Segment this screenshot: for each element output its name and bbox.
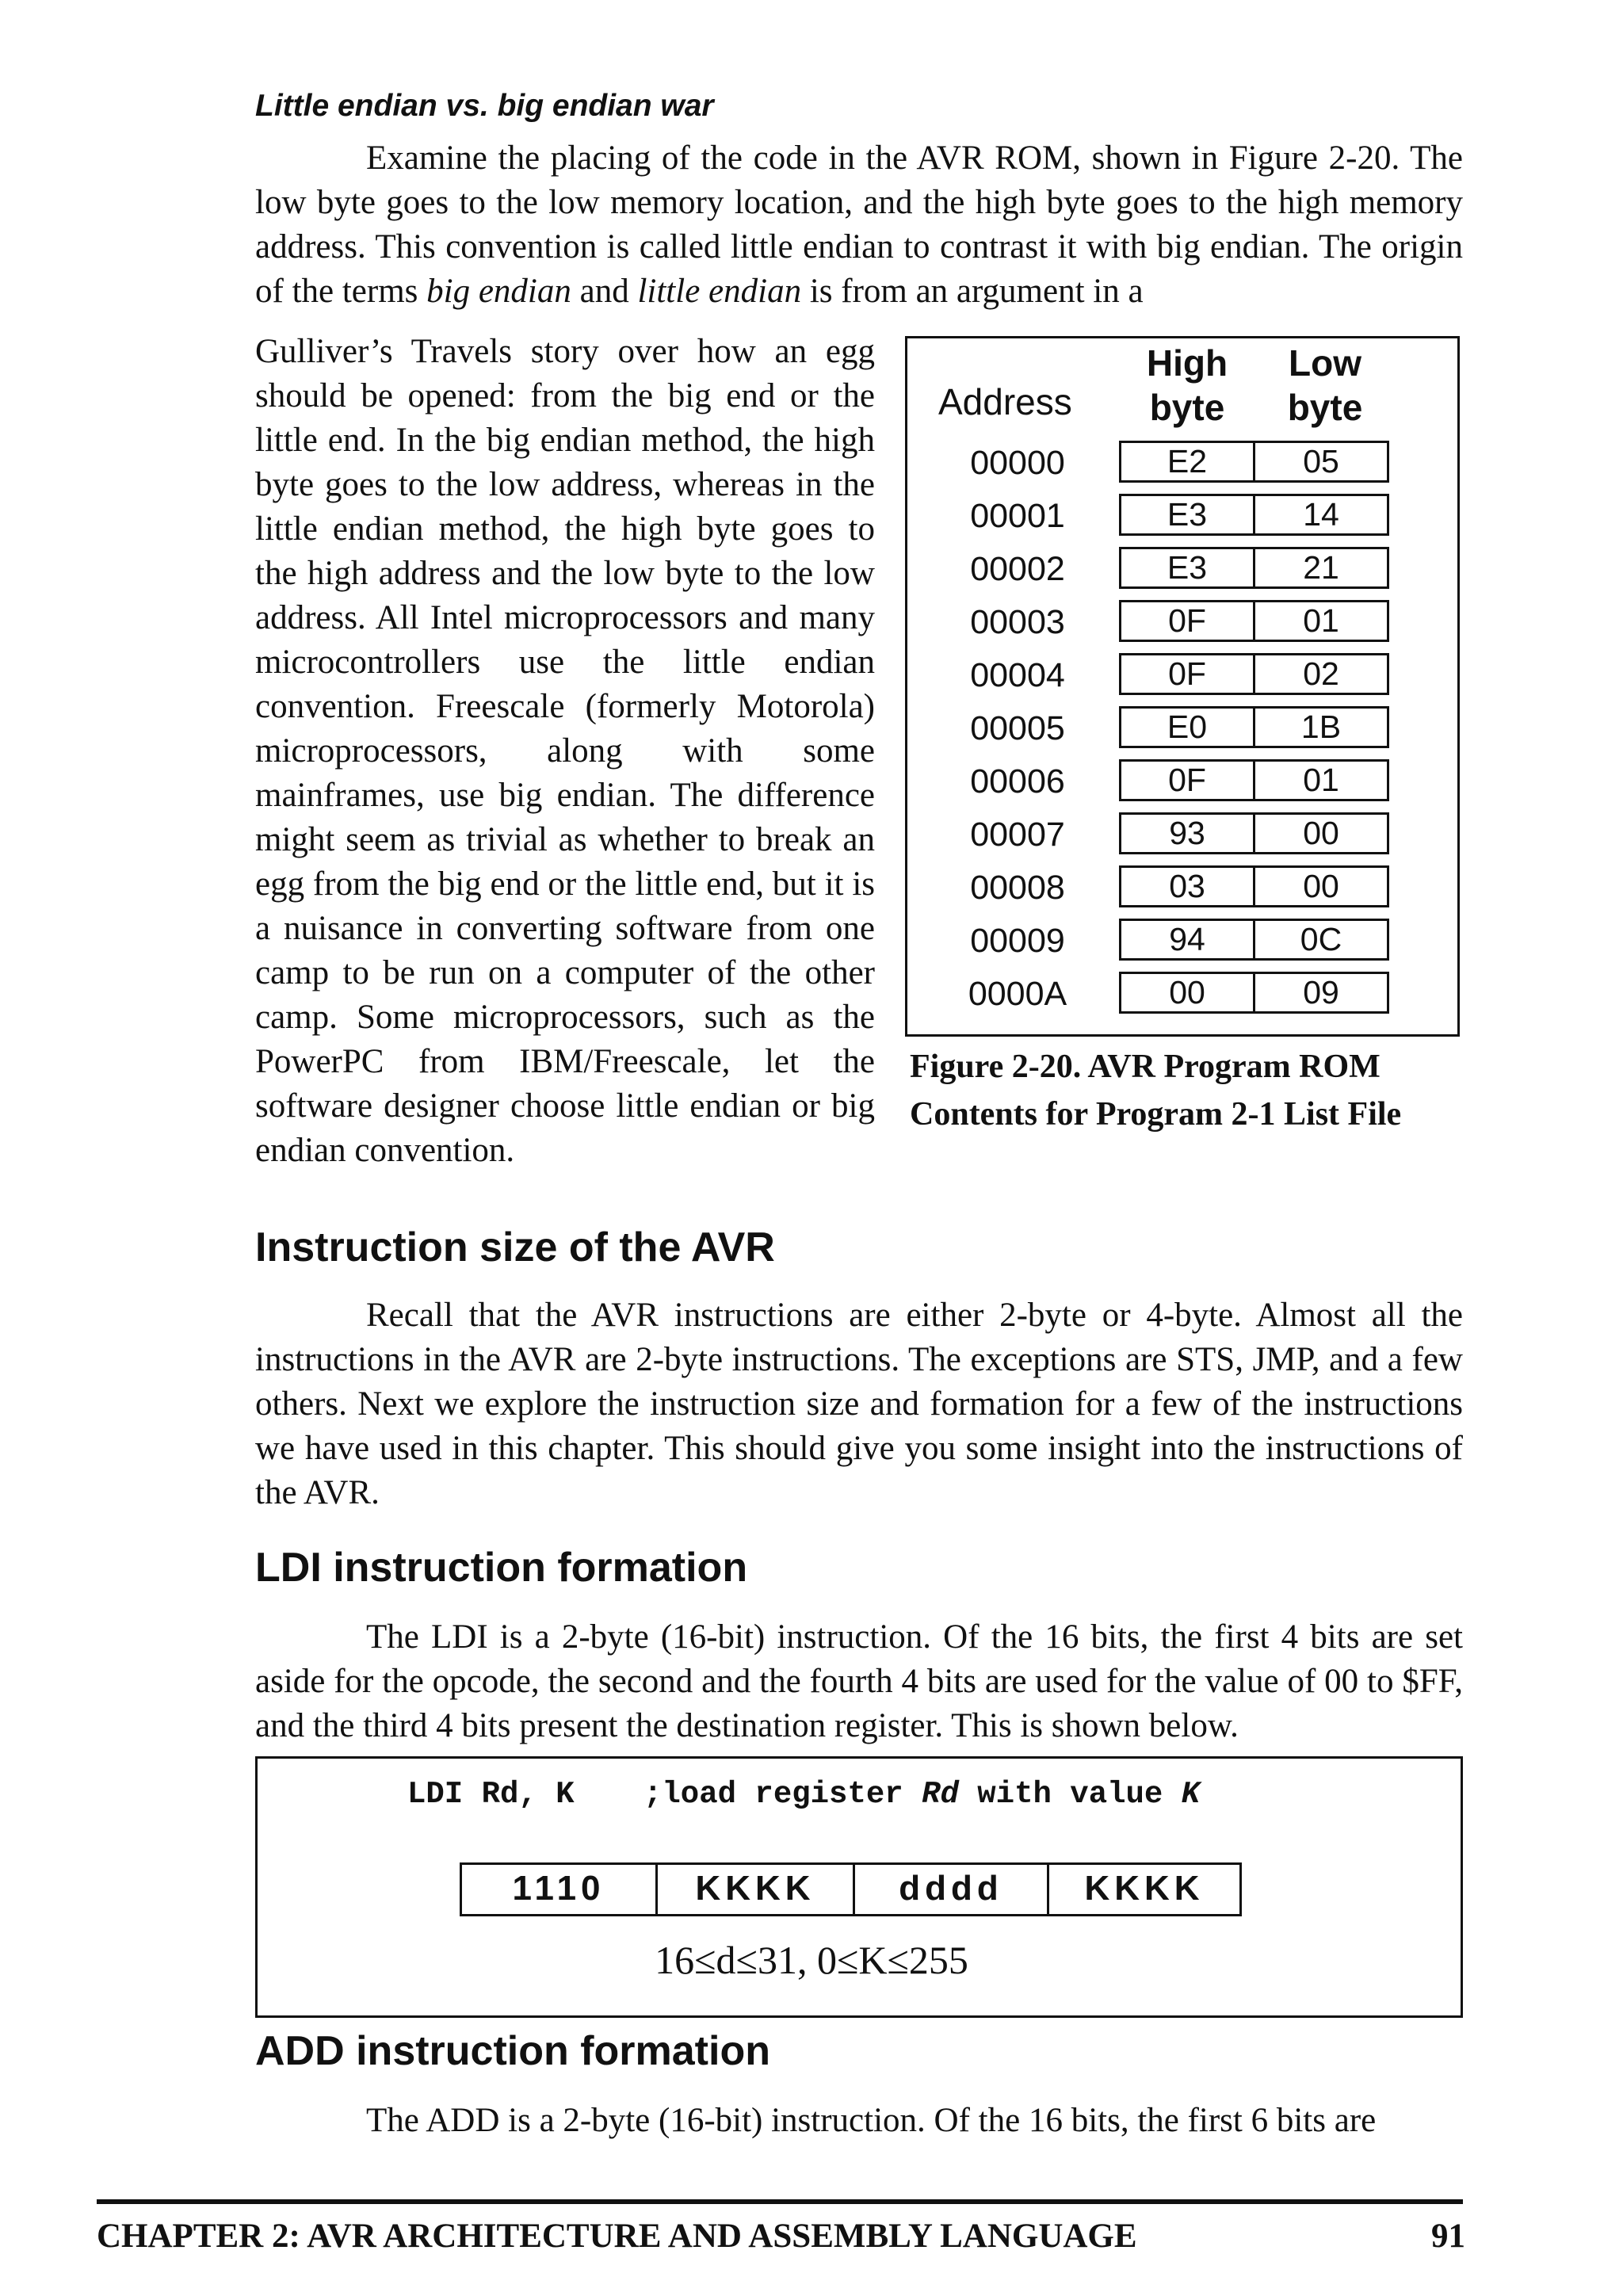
size-text: Recall that the AVR instructions are either 2-byte or 4-byte. Almost all the instructions in the AVR are 2-byte instructions. The exceptions are STS, JMP, and a few others. Next we explore the instruction size and formation for a few of the instructions we have used in this chapter. This should give you some insight into the instructions of the AVR. [255,1297,1463,1511]
ldi-paragraph [255,1615,1463,1748]
footer-rule [97,2199,1463,2204]
rom-high-byte: 0F [1119,600,1255,642]
rom-address: 00005 [970,709,1065,747]
add-text: The ADD is a 2-byte (16-bit) instruction. Of the 16 bits, the first 6 bits are [366,2102,1377,2139]
ldi-field-k-high: KKKK [655,1862,855,1916]
rom-address: 00001 [970,497,1065,535]
rom-low-byte: 01 [1253,759,1389,801]
endian-text-1-end: is from an argument in a [809,273,1144,310]
high-header-line-1: High [1146,342,1228,384]
caption-line-2: Contents for Program 2-1 List File [910,1096,1402,1133]
rom-address: 00009 [970,922,1065,960]
rom-address: 00008 [970,869,1065,907]
endian-text-1: Examine the placing of the code in the AVR ROM, shown in Figure 2-20. The low byte goes to the low memory location, and the high byte goes to the high memory address. This convention is called little endian to contrast it with big endian. The origin of the terms [255,139,1463,310]
rom-high-byte: E3 [1119,547,1255,589]
rom-low-byte: 21 [1253,547,1389,589]
rom-low-byte: 00 [1253,865,1389,907]
add-paragraph [255,2099,1463,2143]
endian-term-little: little endian [637,273,802,310]
rom-high-byte: 0F [1119,653,1255,695]
rom-high-byte: E0 [1119,706,1255,748]
endian-paragraph-2: Gulliver’s Travels story over how an egg should be opened: from the big end or the little end. In the big endian method, the high byte goes to the low address, whereas in the little endian method, the high byte goes to the high address and the low byte to the low address. All Intel microprocessors and many microcontrollers use the little endian convention. Freescale (formerly Motorola) microprocessors, along with some mainframes, use big endian. The difference might seem as trivial as whether to break an egg from the big end or the little end, but it is a nuisance in converting software from one camp to be run on a computer of the other camp. Some microprocessors, such as the PowerPC from IBM/Freescale, let the software designer choose little endian or big endian convention. [255,333,875,1169]
rom-address: 00004 [970,656,1065,694]
low-byte-header [1257,341,1393,430]
ldi-field-k-low: KKKK [1047,1862,1242,1916]
rom-low-byte: 14 [1253,494,1389,536]
rom-high-byte: 03 [1119,865,1255,907]
figure-caption [910,1043,1480,1138]
ldi-comment-rd: Rd [922,1777,959,1812]
low-header-line-2: byte [1287,387,1363,428]
ldi-comment-k: K [1181,1777,1201,1812]
rom-high-byte: E2 [1119,441,1255,483]
endian-paragraph-1 [255,136,1463,314]
endian-heading: Little endian vs. big endian war [255,89,714,123]
rom-address: 00002 [970,550,1065,588]
rom-address: 00006 [970,762,1065,800]
ldi-text: The LDI is a 2-byte (16-bit) instruction. Of the 16 bits, the first 4 bits are set aside for the opcode, the second and the fourth 4 bits are used for the value of 00 to $FF, and the third 4 bits present the destination register. This is shown below. [255,1618,1463,1744]
rom-address: 00007 [970,816,1065,854]
rom-high-byte: 00 [1119,972,1255,1014]
page-number: 91 [1431,2218,1465,2255]
endian-and: and [579,273,629,310]
ldi-comment-prefix: ;load register [643,1777,903,1812]
rom-high-byte: 94 [1119,919,1255,961]
rom-address: 0000A [968,975,1067,1013]
rom-high-byte: E3 [1119,494,1255,536]
rom-high-byte: 93 [1119,812,1255,854]
rom-low-byte: 02 [1253,653,1389,695]
address-header: Address [938,381,1072,422]
ldi-range: 16≤d≤31, 0≤K≤255 [655,1938,968,1982]
rom-low-byte: 09 [1253,972,1389,1014]
rom-address: 00000 [970,444,1065,482]
rom-low-byte: 05 [1253,441,1389,483]
rom-address: 00003 [970,603,1065,641]
caption-line-1: Figure 2-20. AVR Program ROM [910,1049,1381,1085]
ldi-comment [643,1777,1200,1812]
ldi-comment-mid: with value [977,1777,1163,1812]
size-heading: Instruction size of the AVR [255,1224,775,1270]
high-header-line-2: byte [1149,387,1225,428]
ldi-field-opcode: 1110 [460,1862,658,1916]
footer-chapter: CHAPTER 2: AVR ARCHITECTURE AND ASSEMBLY LANGUAGE [97,2218,1137,2255]
low-header-line-1: Low [1289,342,1361,384]
size-paragraph [255,1293,1463,1515]
high-byte-header [1119,341,1255,430]
rom-low-byte: 01 [1253,600,1389,642]
endian-term-big: big endian [426,273,571,310]
rom-low-byte: 0C [1253,919,1389,961]
rom-low-byte: 00 [1253,812,1389,854]
rom-low-byte: 1B [1253,706,1389,748]
rom-high-byte: 0F [1119,759,1255,801]
ldi-field-register: dddd [853,1862,1049,1916]
add-heading: ADD instruction formation [255,2028,770,2074]
ldi-instruction: LDI Rd, K [407,1777,575,1812]
ldi-heading: LDI instruction formation [255,1545,748,1591]
